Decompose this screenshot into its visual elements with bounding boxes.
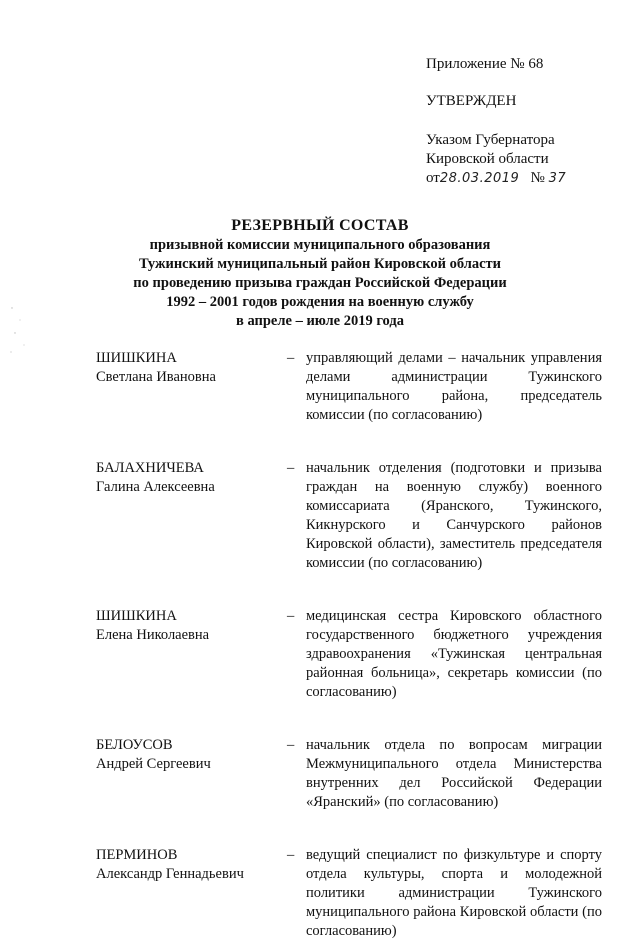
- number-prefix: №: [530, 170, 545, 186]
- decree-line-2: Кировской области: [426, 151, 549, 167]
- member-name: [96, 459, 296, 497]
- title-line: призывной комиссии муниципального образования: [149, 237, 491, 253]
- approval-block: [426, 55, 626, 188]
- appendix-label: Приложение № 68: [426, 56, 544, 72]
- member-given-name: Александр Геннадьевич: [96, 866, 244, 882]
- member-entry: [96, 459, 602, 573]
- title-main: РЕЗЕРВНЫЙ СОСТАВ: [231, 217, 409, 234]
- member-dash: –: [287, 350, 295, 366]
- decree-line-1: Указом Губернатора: [426, 132, 555, 148]
- member-role: ведущий специалист по физкультуре и спорту отдела культуры, спорта и молодежной политики администрации Тужинского муниципального района Кировской области (по согласованию): [306, 847, 602, 939]
- member-given-name: Галина Алексеевна: [96, 479, 215, 495]
- title-line: по проведению призыва граждан Российской Федерации: [133, 275, 507, 291]
- member-dash: –: [287, 737, 295, 753]
- member-surname: ПЕРМИНОВ: [96, 847, 178, 863]
- member-entry: [96, 846, 602, 941]
- approved-label: УТВЕРЖДЕН: [426, 93, 517, 109]
- member-name: [96, 736, 296, 774]
- member-dash: –: [287, 460, 295, 476]
- member-role: управляющий делами – начальник управления делами администрации Тужинского муниципального района, председатель комиссии (по согласованию): [306, 350, 602, 423]
- member-role: начальник отделения (подготовки и призыва граждан на военную службу) военного комиссариата (Яранского, Тужинского, Кикнурского и Санчурского районов Кировской области), заместитель председателя комиссии (по согласованию): [306, 460, 602, 571]
- member-given-name: Елена Николаевна: [96, 627, 210, 643]
- member-name: [96, 349, 296, 387]
- member-given-name: Андрей Сергеевич: [96, 756, 211, 772]
- member-dash: –: [287, 847, 295, 863]
- handwritten-number: 37: [548, 171, 567, 186]
- member-entry: [96, 607, 602, 702]
- decree-date-line: [426, 169, 626, 188]
- member-list: [96, 349, 602, 941]
- member-entry: [96, 349, 602, 425]
- member-given-name: Светлана Ивановна: [96, 369, 216, 385]
- document-title: [0, 216, 640, 331]
- member-name: [96, 607, 296, 645]
- member-surname: БАЛАХНИЧЕВА: [96, 460, 204, 476]
- member-name: [96, 846, 296, 884]
- member-surname: БЕЛОУСОВ: [96, 737, 173, 753]
- date-prefix: от: [426, 170, 440, 186]
- member-role: начальник отдела по вопросам миграции Межмуниципального отдела Министерства внутренних дел Российской Федерации «Яранский» (по согласованию): [306, 737, 602, 810]
- member-role: медицинская сестра Кировского областного государственного бюджетного учреждения здравоохранения «Тужинская центральная районная больница», секретарь комиссии (по согласованию): [306, 608, 602, 700]
- member-surname: ШИШКИНА: [96, 608, 177, 624]
- title-line: 1992 – 2001 годов рождения на военную службу: [166, 294, 474, 310]
- member-dash: –: [287, 608, 295, 624]
- handwritten-date: 28.03.2019: [439, 171, 520, 186]
- title-line: Тужинский муниципальный район Кировской области: [138, 256, 502, 272]
- member-surname: ШИШКИНА: [96, 350, 177, 366]
- member-entry: [96, 736, 602, 812]
- title-line: в апреле – июле 2019 года: [236, 313, 404, 329]
